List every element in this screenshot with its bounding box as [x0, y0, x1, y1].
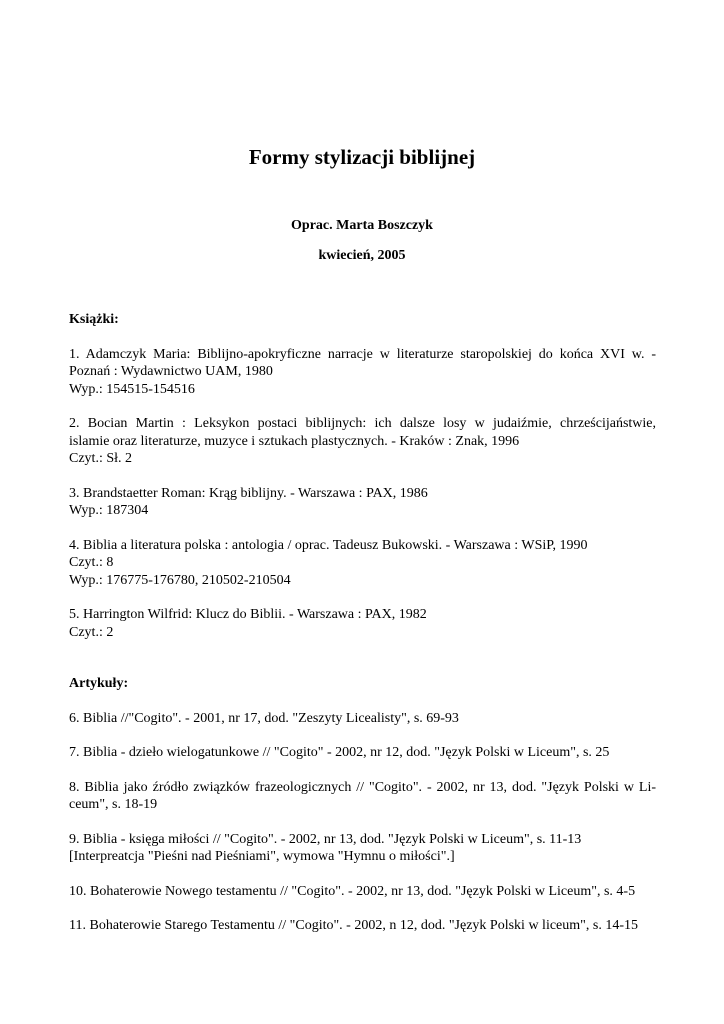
bibliography-entry-3	[69, 485, 656, 520]
document-body	[69, 311, 656, 935]
entry-line: Czyt.: Sł. 2	[69, 451, 133, 466]
entry-line: 4. Biblia a literatura polska : antologia / oprac. Tadeusz Bukowski. - Warszawa : WSiP, 1990	[69, 537, 588, 553]
bibliography-entry-2	[69, 415, 656, 468]
entry-line: 10. Bohaterowie Nowego testamentu // "Cogito". - 2002, nr 13, dod. "Język Polski w Liceum", s. 4-5	[69, 883, 636, 899]
entry-line: [Interpreatcja "Pieśni nad Pieśniami", wymowa "Hymnu o miłości".]	[69, 849, 455, 864]
entry-line: Czyt.: 2	[69, 624, 114, 640]
document-date: kwiecień, 2005	[318, 248, 406, 263]
bibliography-entry-5	[69, 606, 656, 641]
articles-section-heading: Artykuły:	[69, 676, 129, 691]
bibliography-entry-8	[69, 779, 656, 814]
bibliography-entry-1	[69, 346, 656, 399]
entry-line: Wyp.: 154515-154516	[69, 381, 195, 397]
entry-line: Wyp.: 176775-176780, 210502-210504	[69, 572, 291, 588]
bibliography-entry-10	[69, 883, 656, 901]
bibliography-entry-7	[69, 744, 656, 762]
entry-line: 2. Bocian Martin : Leksykon postaci biblijnych: ich dalsze losy w judaiźmie, chrześcijaństwie,	[69, 416, 656, 431]
entry-line: 9. Biblia - księga miłości // "Cogito". - 2002, nr 13, dod. "Język Polski w Liceum", s. 11-13	[69, 831, 582, 847]
bibliography-entry-11	[69, 917, 656, 935]
document-author: Oprac. Marta Boszczyk	[291, 218, 433, 233]
entry-line: 5. Harrington Wilfrid: Klucz do Biblii. - Warszawa : PAX, 1982	[69, 607, 427, 622]
bibliography-entry-4	[69, 537, 656, 590]
entry-line: 1. Adamczyk Maria: Biblijno-apokryficzne narracje w literaturze staropolskiej do końca XVI w. -	[69, 346, 656, 362]
bibliography-entry-6	[69, 710, 656, 728]
entry-line: Wyp.: 187304	[69, 503, 149, 518]
entry-line: islamie oraz literaturze, muzyce i sztukach plastycznych. - Kraków : Znak, 1996	[69, 433, 520, 449]
books-section-heading: Książki:	[69, 312, 119, 327]
entry-line: ceum", s. 18-19	[69, 797, 158, 812]
entry-line: 6. Biblia //"Cogito". - 2001, nr 17, dod. "Zeszyty Licealisty", s. 69-93	[69, 710, 459, 726]
bibliography-entry-9	[69, 831, 656, 866]
entry-line: Poznań : Wydawnictwo UAM, 1980	[69, 364, 273, 379]
entry-line: Czyt.: 8	[69, 555, 114, 570]
entry-line: 7. Biblia - dzieło wielogatunkowe // "Cogito" - 2002, nr 12, dod. "Język Polski w Liceum", s. 25	[69, 745, 610, 760]
entry-line: 11. Bohaterowie Starego Testamentu // "Cogito". - 2002, n 12, dod. "Język Polski w liceum", s. 14-15	[69, 918, 638, 933]
entry-line: 8. Biblia jako źródło związków frazeologicznych // "Cogito". - 2002, nr 13, dod. "Język Polski w Li-	[69, 779, 656, 795]
document-title: Formy stylizacji biblijnej	[248, 145, 476, 169]
entry-line: 3. Brandstaetter Roman: Krąg biblijny. - Warszawa : PAX, 1986	[69, 485, 428, 501]
